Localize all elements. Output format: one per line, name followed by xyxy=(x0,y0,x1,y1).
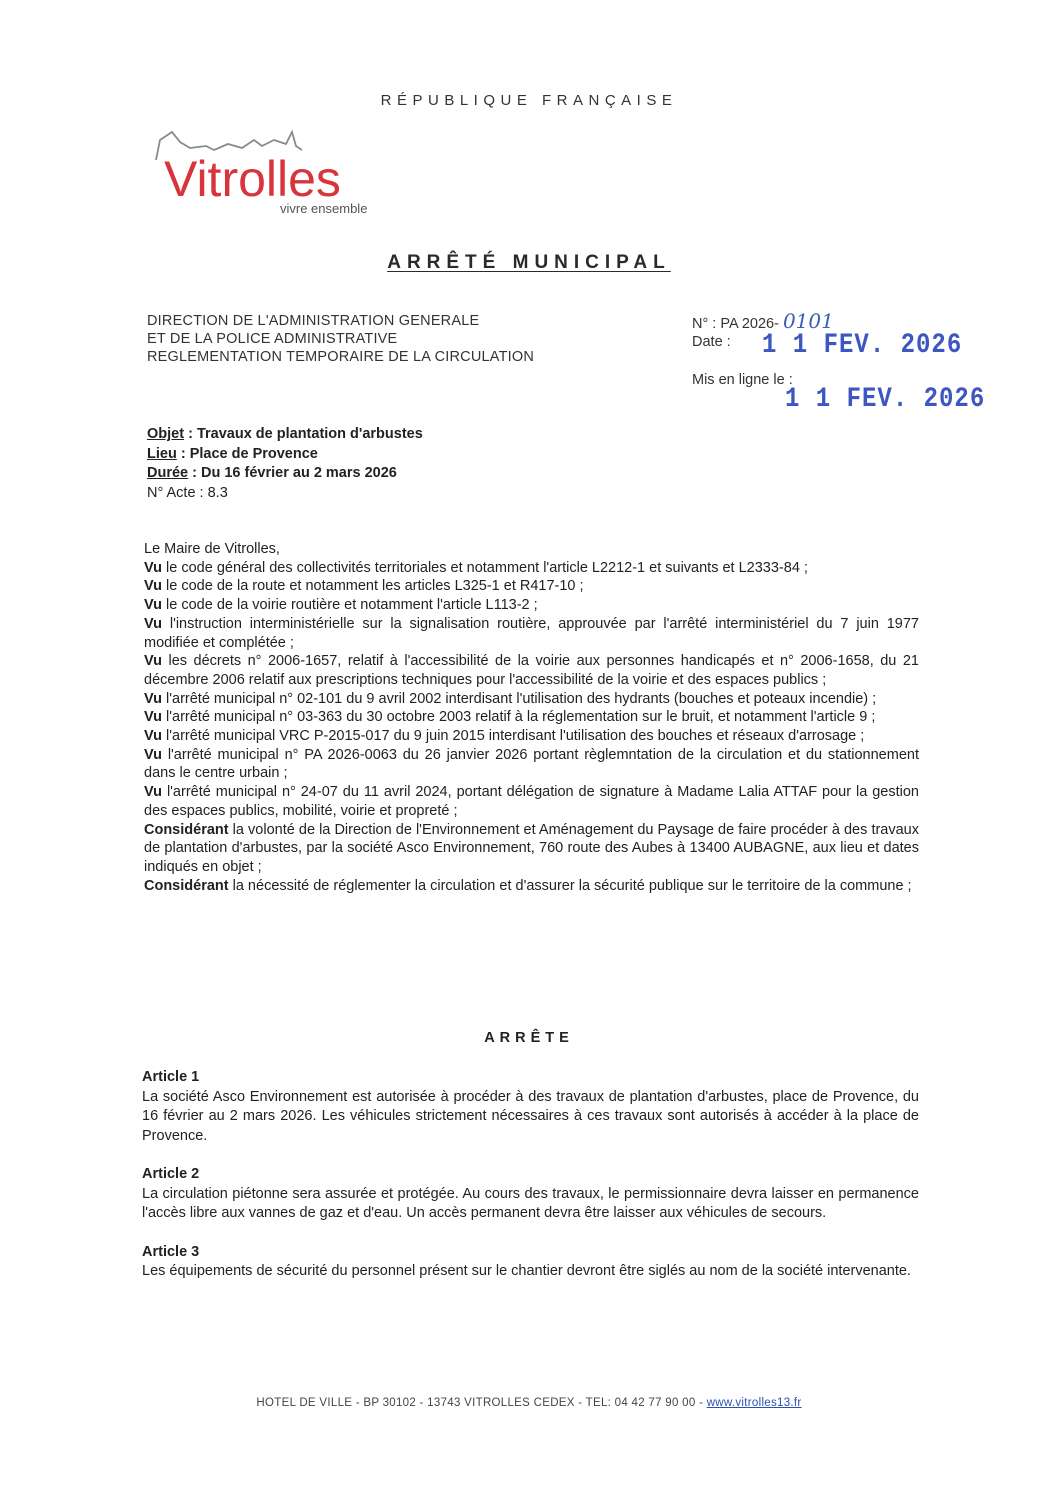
article-text: La société Asco Environnement est autorisée à procéder à des travaux de plantation d'arbustes, place de Provence, du 16 février au 2 mars 2026. Les véhicules strictement nécessaires à ces travaux sont autorisés à accéder à la place de Provence. xyxy=(142,1088,919,1144)
republique-header: RÉPUBLIQUE FRANÇAISE xyxy=(380,92,678,109)
preamble-text: l'instruction interministérielle sur la signalisation routière, approuvée par l'arrêté interministériel du 7 juin 1977 modifiée et complétée ; xyxy=(144,615,919,651)
preamble-text: le code général des collectivités territoriales et notamment l'article L2212-1 et suivants et L2333-84 ; xyxy=(162,559,808,576)
direction-block xyxy=(147,312,534,366)
preamble-keyword: Considérant xyxy=(144,877,229,894)
date-label: Date : xyxy=(692,334,731,350)
direction-line: DIRECTION DE L'ADMINISTRATION GENERALE xyxy=(147,313,480,329)
preamble-item xyxy=(144,596,919,615)
preamble-keyword: Vu xyxy=(144,653,162,670)
date-stamp: 1 1 FEV. 2026 xyxy=(762,329,963,362)
online-date-label: Mis en ligne le : xyxy=(692,372,793,388)
article-title: Article 2 xyxy=(142,1166,200,1182)
article-title: Article 1 xyxy=(142,1069,200,1085)
document-title: ARRÊTÉ MUNICIPAL xyxy=(387,252,671,273)
direction-line: REGLEMENTATION TEMPORAIRE DE LA CIRCULATION xyxy=(147,349,535,365)
preamble-intro: Le Maire de Vitrolles, xyxy=(144,541,280,557)
preamble-item xyxy=(144,559,919,578)
duree-value: : Du 16 février au 2 mars 2026 xyxy=(188,465,397,481)
preamble-item xyxy=(144,708,919,727)
objet-label: Objet xyxy=(147,426,185,442)
preamble-item xyxy=(144,615,919,652)
preamble-keyword: Vu xyxy=(144,728,162,745)
lieu-value: : Place de Provence xyxy=(176,445,318,462)
preamble-item xyxy=(144,877,919,896)
preamble-text: le code de la route et notamment les articles L325-1 et R417-10 ; xyxy=(162,578,584,595)
preamble-item xyxy=(144,577,919,596)
objet-value: : Travaux de plantation d'arbustes xyxy=(184,426,423,442)
preamble-item xyxy=(144,746,919,783)
footer xyxy=(0,1397,1058,1409)
online-date-stamp: 1 1 FEV. 2026 xyxy=(785,383,986,416)
direction-line: ET DE LA POLICE ADMINISTRATIVE xyxy=(147,331,398,347)
preamble-item xyxy=(144,727,919,746)
preamble xyxy=(144,540,919,895)
articles xyxy=(142,1068,919,1301)
preamble-text: l'arrêté municipal n° PA 2026-0063 du 26 janvier 2026 portant règlemntation de la circulation et du stationnement dans le centre urbain ; xyxy=(144,746,919,782)
arrete-number-label: N° : PA 2026- xyxy=(692,316,779,332)
lieu-label: Lieu xyxy=(147,445,177,462)
article xyxy=(142,1165,919,1224)
preamble-text: le code de la voirie routière et notamment l'article L113-2 ; xyxy=(162,597,538,614)
preamble-item xyxy=(144,690,919,709)
preamble-keyword: Vu xyxy=(144,709,162,726)
article xyxy=(142,1068,919,1146)
article-text: La circulation piétonne sera assurée et protégée. Au cours des travaux, le permissionnaire devra laisser en permanence l'accès libre aux vannes de gaz et d'eau. Un accès permanent devra être laisser aux véhicules de secours. xyxy=(142,1185,919,1221)
preamble-text: les décrets n° 2006-1657, relatif à l'accessibilité de la voirie aux personnes handicapés et n° 2006-1658, du 21 décembre 2006 relatif aux prescriptions techniques pour l'accessibilité de la voirie et des espaces publics ; xyxy=(144,653,919,688)
preamble-keyword: Considérant xyxy=(144,821,229,838)
vitrolles-logo-graphic xyxy=(150,120,410,220)
logo-tagline: vivre ensemble xyxy=(280,201,368,216)
preamble-text: l'arrêté municipal n° 24-07 du 11 avril 2024, portant délégation de signature à Madame Lalia ATTAF pour la gestion des espaces publics, mobilité, voirie et propreté ; xyxy=(144,784,919,819)
arrete-heading: ARRÊTE xyxy=(484,1030,574,1046)
article-title: Article 3 xyxy=(142,1243,200,1260)
acte-number: N° Acte : 8.3 xyxy=(147,484,228,501)
article xyxy=(142,1243,919,1282)
preamble-text: l'arrêté municipal VRC P-2015-017 du 9 juin 2015 interdisant l'utilisation des bouches et réseaux d'arrosage ; xyxy=(162,728,865,745)
vitrolles-logo xyxy=(150,120,410,220)
preamble-text: l'arrêté municipal n° 02-101 du 9 avril 2002 interdisant l'utilisation des hydrants (bouches et poteaux incendie) ; xyxy=(162,690,877,707)
object-block xyxy=(147,425,423,503)
handwritten-number: 0101 xyxy=(782,309,834,333)
preamble-text: la nécessité de réglementer la circulation et d'assurer la sécurité publique sur le territoire de la commune ; xyxy=(228,877,912,894)
preamble-item xyxy=(144,652,919,689)
logo-name: Vitrolles xyxy=(164,151,341,207)
preamble-keyword: Vu xyxy=(144,746,162,763)
footer-address: HOTEL DE VILLE - BP 30102 - 13743 VITROLLES CEDEX - TEL: 04 42 77 90 00 - xyxy=(256,1397,707,1409)
duree-label: Durée xyxy=(147,465,189,481)
preamble-text: la volonté de la Direction de l'Environnement et Aménagement du Paysage de faire procéder à des travaux de plantation d'arbustes, par la société Asco Environnement, 760 route des Aubes à 13400 AUBAGNE, aux lieu et dates indiqués en objet ; xyxy=(144,821,919,875)
preamble-keyword: Vu xyxy=(144,597,162,614)
article-text: Les équipements de sécurité du personnel présent sur le chantier devront être siglés au nom de la société intervenante. xyxy=(142,1263,911,1279)
preamble-item xyxy=(144,783,919,820)
preamble-keyword: Vu xyxy=(144,784,162,801)
preamble-keyword: Vu xyxy=(144,690,162,707)
preamble-item xyxy=(144,821,919,877)
preamble-keyword: Vu xyxy=(144,578,162,595)
preamble-keyword: Vu xyxy=(144,615,162,632)
preamble-keyword: Vu xyxy=(144,559,162,576)
preamble-text: l'arrêté municipal n° 03-363 du 30 octobre 2003 relatif à la réglementation sur le bruit, et notamment l'article 9 ; xyxy=(162,709,876,726)
website-link[interactable]: www.vitrolles13.fr xyxy=(706,1397,802,1409)
